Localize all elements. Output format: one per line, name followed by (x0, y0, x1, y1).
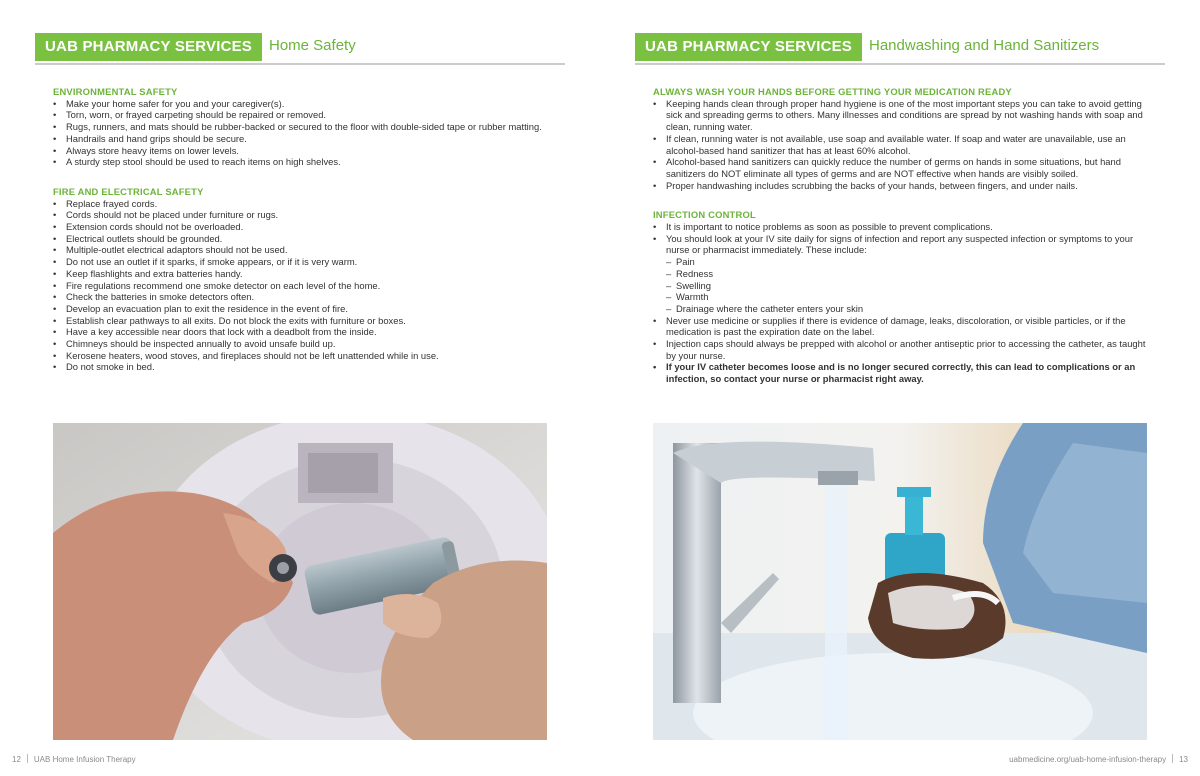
right-header (635, 33, 1165, 65)
list-item: • Develop an evacuation plan to exit the residence in the event of fire. (53, 303, 553, 315)
brand-label: UAB PHARMACY SERVICES (635, 33, 862, 61)
list-item: • Cords should not be placed under furniture or rugs. (53, 209, 553, 221)
page-number: 12 (12, 755, 21, 764)
list-item: • Proper handwashing includes scrubbing the backs of your hands, between fingers, and under nails. (653, 180, 1153, 192)
list-item: • Chimneys should be inspected annually to avoid unsafe build up. (53, 338, 553, 350)
list-item-warning: • If your IV catheter becomes loose and is no longer secured correctly, this can lead to complications or an infection, so contact your nurse or pharmacist right away. (653, 361, 1153, 384)
smoke-detector-battery-photo (53, 423, 547, 740)
section-heading-wash: ALWAYS WASH YOUR HANDS BEFORE GETTING YOUR MEDICATION READY (653, 86, 1012, 97)
wash-list (653, 98, 1153, 192)
list-item: – Redness (666, 268, 1153, 280)
list-item: • Keep flashlights and extra batteries handy. (53, 268, 553, 280)
page-title: Home Safety (269, 37, 356, 54)
list-item: • Fire regulations recommend one smoke detector on each level of the home. (53, 280, 553, 292)
list-item: • Replace frayed cords. (53, 198, 553, 210)
list-item: – Pain (666, 256, 1153, 268)
list-item: • Keeping hands clean through proper hand hygiene is one of the most important steps you can take to avoid getting sick and spreading germs to others. Many illnesses and conditions are spread by not washing hands with soap and clean, running water. (653, 98, 1153, 133)
list-item: • Check the batteries in smoke detectors often. (53, 291, 553, 303)
list-item: • Multiple-outlet electrical adaptors should not be used. (53, 244, 553, 256)
list-item: • Alcohol-based hand sanitizers can quickly reduce the number of germs on hands in some situations, but hand sanitizers do NOT eliminate all types of germs and are NOT effective when hands are visibly soiled. (653, 156, 1153, 179)
list-item: • Kerosene heaters, wood stoves, and fireplaces should not be left unattended while in use. (53, 350, 553, 362)
page-title: Handwashing and Hand Sanitizers (869, 37, 1100, 54)
infection-list (653, 221, 1153, 385)
list-item: • Extension cords should not be overloaded. (53, 221, 553, 233)
footer-divider (27, 754, 28, 763)
list-item: • Always store heavy items on lower levels. (53, 145, 553, 157)
right-footer (1009, 754, 1188, 764)
fire-list (53, 198, 553, 374)
left-header (35, 33, 565, 65)
list-item: • Rugs, runners, and mats should be rubber-backed or secured to the floor with double-sided tape or rubber matting. (53, 121, 553, 133)
list-item: • Do not use an outlet if it sparks, if smoke appears, or if it is very warm. (53, 256, 553, 268)
right-page (600, 0, 1200, 776)
list-item: • A sturdy step stool should be used to reach items on high shelves. (53, 156, 553, 168)
list-item-text: You should look at your IV site daily for signs of infection and report any suspected infection or symptoms to your nurse or pharmacist immediately. These include: (666, 232, 1134, 256)
list-item: – Warmth (666, 291, 1153, 303)
list-item: • Electrical outlets should be grounded. (53, 233, 553, 245)
footer-divider (1172, 754, 1173, 763)
brand-label: UAB PHARMACY SERVICES (35, 33, 262, 61)
left-content (53, 86, 553, 391)
list-item: • Do not smoke in bed. (53, 361, 553, 373)
list-item (653, 233, 1153, 315)
list-item: • If clean, running water is not available, use soap and available water. If soap and water are unavailable, use an alcohol-based hand sanitizer that has at least 60% alcohol. (653, 133, 1153, 156)
list-item: • Never use medicine or supplies if there is evidence of damage, leaks, discoloration, or visible particles, or if the medication is past the expiration date on the label. (653, 315, 1153, 338)
list-item: • Handrails and hand grips should be secure. (53, 133, 553, 145)
symptom-list (666, 256, 1153, 315)
list-item: • Have a key accessible near doors that lock with a deadbolt from the inside. (53, 326, 553, 338)
list-item: • Establish clear pathways to all exits. Do not block the exits with furniture or boxes. (53, 315, 553, 327)
footer-url: uabmedicine.org/uab-home-infusion-therapy (1009, 755, 1167, 764)
handwashing-photo (653, 423, 1147, 740)
list-item: • Make your home safer for you and your caregiver(s). (53, 98, 553, 110)
list-item: – Drainage where the catheter enters your skin (666, 303, 1153, 315)
section-heading-fire: FIRE AND ELECTRICAL SAFETY (53, 185, 204, 197)
environmental-list (53, 98, 553, 168)
section-heading-infection: INFECTION CONTROL (653, 209, 756, 221)
page-number: 13 (1179, 755, 1188, 764)
list-item: – Swelling (666, 280, 1153, 292)
list-item: • It is important to notice problems as soon as possible to prevent complications. (653, 221, 1153, 233)
list-item: • Injection caps should always be prepped with alcohol or another antiseptic prior to accessing the catheter, as taught by your nurse. (653, 338, 1153, 361)
section-heading-environmental: ENVIRONMENTAL SAFETY (53, 86, 178, 97)
right-content (653, 86, 1153, 403)
footer-title: UAB Home Infusion Therapy (33, 755, 136, 764)
list-item: • Torn, worn, or frayed carpeting should be repaired or removed. (53, 109, 553, 121)
left-footer (12, 754, 136, 764)
